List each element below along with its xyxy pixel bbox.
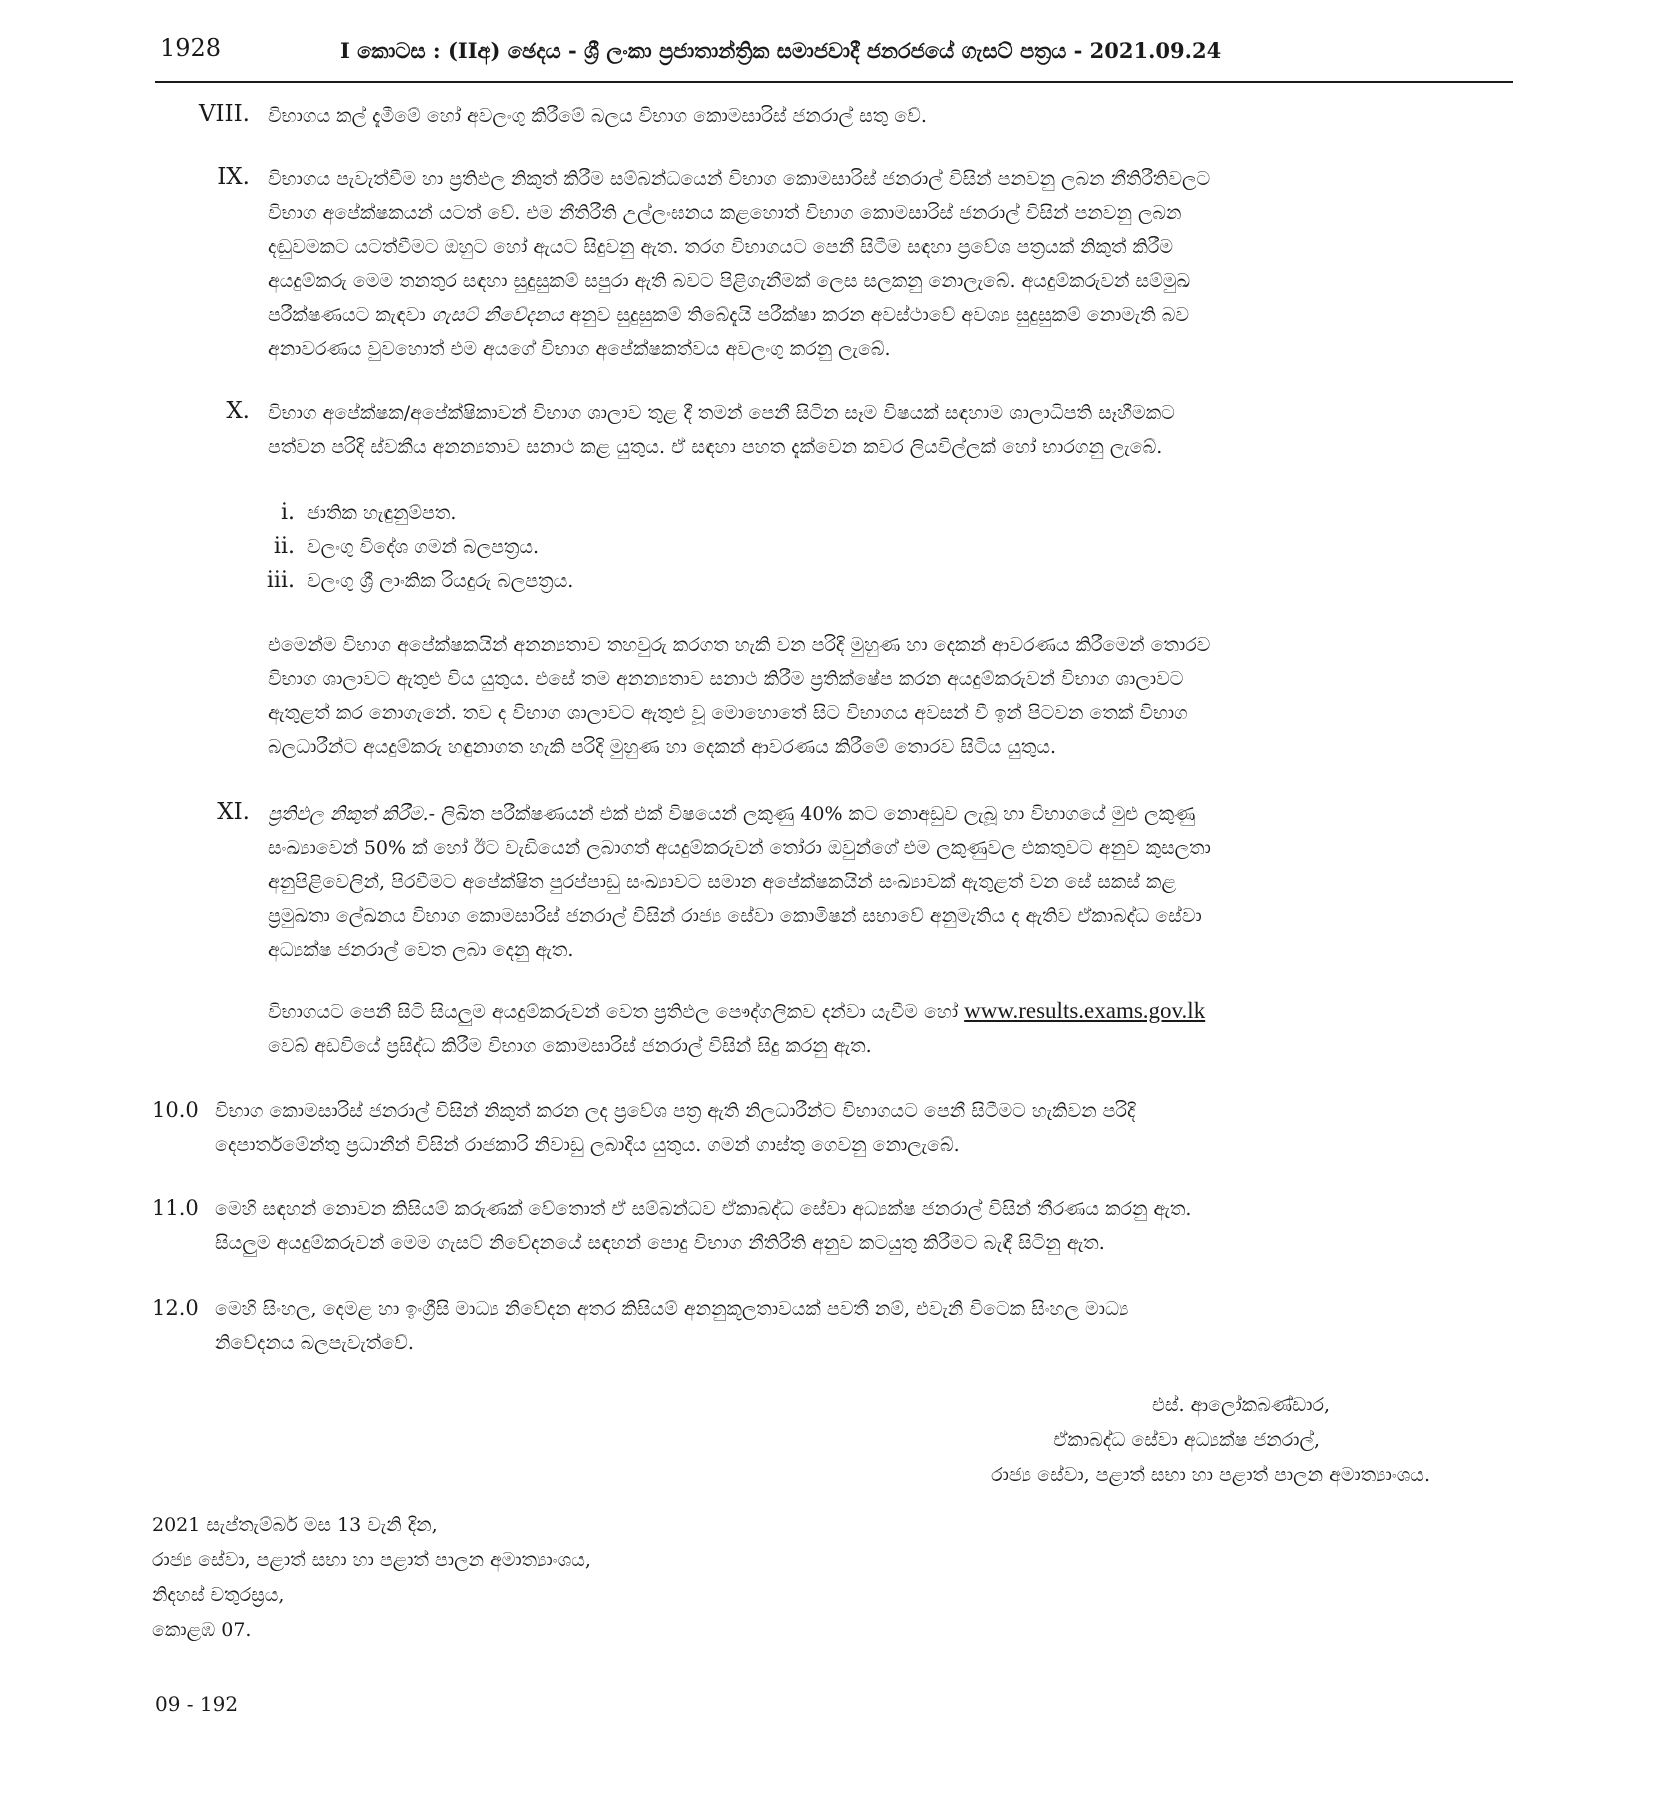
signatory-title: ඒකාබද්ධ සේවා අධ්‍යක්ෂ ජනරාල්, [1053, 1429, 1320, 1451]
section-x-paragraph [268, 628, 1513, 764]
text-line: විභාගය කල් දැමීමේ හෝ අවලංගු කිරීමේ බලය විභාග කොමසාරිස් ජනරාල් සතු වේ. [268, 105, 927, 127]
text-line: මෙහි සඳහන් නොවන කිසියම් කරුණක් වේතොත් ඒ සම්බන්ධව ඒකාබද්ධ සේවා අධ්‍යක්ෂ ජනරාල් විසින් තීරණය කරනු ඇත. [215, 1198, 1192, 1220]
list-item-text: වලංගු ශ්‍රී ලාංකික රියදුරු බලපත්‍රය. [307, 570, 574, 592]
text-line: පත්වන පරිදි ස්වකීය අනන්‍යතාව සනාථ කළ යුතුය. ඒ සඳහා පහත දැක්වෙන කවර ලියවිල්ලක් හෝ භාරගනු ලැබේ. [268, 436, 1163, 458]
text-fragment: පරීක්ෂණයට කැඳවා [268, 304, 432, 326]
section-12-text [215, 1292, 1513, 1360]
list-item [225, 564, 1125, 598]
id-document-list [225, 496, 1125, 598]
list-item [225, 530, 1125, 564]
section-xi-number: XI. [217, 799, 250, 825]
section-x-number: X. [226, 398, 250, 424]
text-fragment: විභාගයට පෙනී සිටි සියලුම අයදුම්කරුවන් වෙත ප්‍රතිඵල පෞද්ගලිකව දන්වා යැවීම හෝ [268, 1001, 965, 1023]
text-line: විභාග අපේක්ෂක/අපේක්ෂිකාවන් විභාග ශාලාව තුළ දී තමන් පෙනී සිටින සෑම විෂයක් සඳහාම ශාලාධිපති සෑහීමකට [268, 402, 1175, 424]
text-line: අයදුම්කරු මෙම තනතුර සඳහා සුදුසුකම් සපුරා ඇති බවට පිළිගැනීමක් ලෙස සලකනු නොලැබේ. අයදුම්කරුවන් සම්මුඛ [268, 270, 1191, 292]
section-11-text [215, 1192, 1513, 1260]
header-divider [155, 81, 1513, 83]
text-line: අනුපිළිවෙලින්, පිරවීමට අපේක්ෂිත පුරප්පාඩු සංඛ්‍යාවට සමාන අපේක්ෂකයින් සංඛ්‍යාවක් ඇතුළත් වන සේ සකස් කළ [268, 871, 1176, 893]
text-line: දඬුවමකට යටත්වීමට ඔහුට හෝ ඇයට සිදුවනු ඇත. තරග විභාගයට පෙනී සිටීම සඳහා ප්‍රවේශ පත්‍රයක් නිකුත් කිරීම [268, 236, 1174, 258]
section-ix-text [268, 162, 1513, 366]
list-item-number: ii. [273, 534, 295, 559]
text-line: ඇතුළත් කර නොගැනේ. තව ද විභාග ශාලාවට ඇතුළු වූ මොහොතේ සිට විභාගය අවසන් වී ඉන් පිටවන තෙක් විභාග [268, 702, 1188, 724]
list-item-number: i. [280, 500, 295, 525]
text-line: අධ්‍යක්ෂ ජනරාල් වෙත ලබා දෙනු ඇත. [268, 939, 574, 961]
text-line: ප්‍රමුඛතා ලේඛනය විභාග කොමසාරිස් ජනරාල් විසින් රාජ්‍ය සේවා කොමිෂන් සභාවේ අනුමැතිය ද ඇතිව ඒකාබද්ධ සේවා [268, 905, 1202, 927]
section-ix-number: IX. [217, 164, 250, 190]
signatory-name: එස්. ආලෝකබණ්ඩාර, [1151, 1394, 1330, 1416]
results-website-link[interactable]: www.results.exams.gov.lk [964, 998, 1206, 1023]
section-10-number: 10.0 [152, 1098, 199, 1122]
text-line: වෙබ් අඩවියේ ප්‍රසිද්ධ කිරීම විභාග කොමසාරිස් ජනරාල් විසින් සිදු කරනු ඇත. [268, 1035, 872, 1057]
page-number: 1928 [160, 34, 222, 62]
ministry-name: රාජ්‍ය සේවා, පළාත් සභා හා පළාත් පාලන අමාත්‍යාංශය, [152, 1549, 591, 1571]
notice-date: 2021 සැප්තැම්බර් මස 13 වැනි දින, [152, 1514, 438, 1536]
list-item [225, 496, 1125, 530]
list-item-text: ජාතික හැඳුනුම්පත. [307, 502, 457, 524]
text-line: අනාවරණය වුවහොත් එම අයගේ විභාග අපේක්ෂකත්වය අවලංගු කරනු ලැබේ. [268, 338, 891, 360]
text-line: විභාග කොමසාරිස් ජනරාල් විසින් නිකුත් කරන ලද ප්‍රවේශ පත්‍ර ඇති නිලධාරීන්ට විභාගයට පෙනී සිටීමට හැකිවන පරිදි [215, 1100, 1136, 1122]
text-line [268, 298, 1513, 332]
gazette-header-title: I කොටස : (IIඅ) ඡෙදය - ශ්‍රී ලංකා ප්‍රජාතාන්ත්‍රික සමාජවාදී ජනරජයේ ගැසට් පත්‍රය - 2021.09.24 [340, 38, 1222, 63]
section-viii-text [268, 99, 1513, 133]
notice-code: 09 - 192 [155, 1692, 239, 1716]
list-item-number: iii. [266, 568, 295, 593]
date-place-block [152, 1508, 1052, 1648]
text-line: සියලුම අයදුම්කරුවන් මෙම ගැසට් නිවේදනයේ සඳහන් පොදු විභාග නීතිරීති අනුව කටයුතු කිරීමට බැඳී සිටිනු ඇත. [215, 1232, 1105, 1254]
text-line: විභාගය පැවැත්වීම හා ප්‍රතිඵල නිකුත් කිරීම සම්බන්ධයෙන් විභාග කොමසාරිස් ජනරාල් විසින් පනවනු ලබන නීතිරීතිවලට [268, 168, 1211, 190]
text-fragment: අනුව සුදුසුකම් තිබේදැයි පරීක්ෂා කරන අවස්ථාවේ අවශ්‍ය සුදුසුකම් නොමැති බව [563, 304, 1190, 326]
section-x-text [268, 396, 1513, 464]
text-line [268, 797, 1513, 831]
city-name: කොළඹ 07. [152, 1619, 252, 1641]
signature-block [760, 1388, 1430, 1493]
place-name: නිදහස් චතුරස්‍රය, [152, 1584, 285, 1606]
text-fragment: - ලිඛිත පරීක්ෂණයන් එක් එක් විෂයෙන් ලකුණු 40% කට නොඅඩුව ලැබූ හා විභාගයේ මුළු ලකුණු [428, 803, 1196, 825]
text-line: එමෙන්ම විභාග අපේක්ෂකයින් අනන්‍යතාව තහවුරු කරගත හැකි වන පරිදි මුහුණ හා දෙකන් ආවරණය කිරීමෙන් තොරව [268, 634, 1211, 656]
section-12-number: 12.0 [152, 1296, 199, 1320]
section-11-number: 11.0 [152, 1196, 199, 1220]
text-line: විභාග අපේක්ෂකයන් යටත් වේ. එම නීතිරීති උල්ලංඝනය කළහොත් විභාග කොමසාරිස් ජනරාල් විසින් පනවනු ලබන [268, 202, 1182, 224]
results-heading: ප්‍රතිඵල නිකුත් කිරීම. [268, 803, 429, 825]
section-xi-text [268, 797, 1513, 967]
text-line: නිවේදනය බලපැවැත්වේ. [215, 1332, 414, 1354]
text-line: දෙපාර්තමේන්තු ප්‍රධානීන් විසින් රාජකාරි නිවාඩු ලබාදිය යුතුය. ගමන් ගාස්තු ගෙවනු නොලැබේ. [215, 1134, 960, 1156]
list-item-text: වලංගු විදේශ ගමන් බලපත්‍රය. [307, 536, 540, 558]
text-line: විභාග ශාලාවට ඇතුළු විය යුතුය. එසේ තම අනන්‍යතාව සනාථ කිරීම ප්‍රතික්ෂේප කරන අයදුම්කරුවන් විභාග ශාලාවට [268, 668, 1184, 690]
section-10-text [215, 1094, 1513, 1162]
section-xi-paragraph [268, 994, 1513, 1063]
text-line: සංඛ්‍යාවෙන් 50% ක් හෝ ඊට වැඩියෙන් ලබාගත් අයදුම්කරුවන් තෝරා ඔවුන්ගේ එම ලකුණුවල එකතුවට අනුව කුසලතා [268, 837, 1211, 859]
gazette-notice-emphasis: ගැසට් නිවේදනය [431, 304, 564, 326]
text-line [268, 994, 1513, 1029]
signatory-ministry: රාජ්‍ය සේවා, පළාත් සභා හා පළාත් පාලන අමාත්‍යාංශය. [991, 1464, 1430, 1486]
text-line: මෙහි සිංහල, දෙමළ හා ඉංග්‍රීසි මාධ්‍ය නිවේදන අතර කිසියම් අනනුකූලතාවයක් පවතී නම්, එවැනි විටෙක සිංහල මාධ්‍ය [215, 1298, 1129, 1320]
section-viii-number: VIII. [198, 101, 250, 127]
text-line: බලධාරීන්ට අයදුම්කරු හඳුනාගත හැකි පරිදි මුහුණ හා දෙකන් ආවරණය කිරීමේ තොරව සිටිය යුතුය. [268, 736, 1057, 758]
